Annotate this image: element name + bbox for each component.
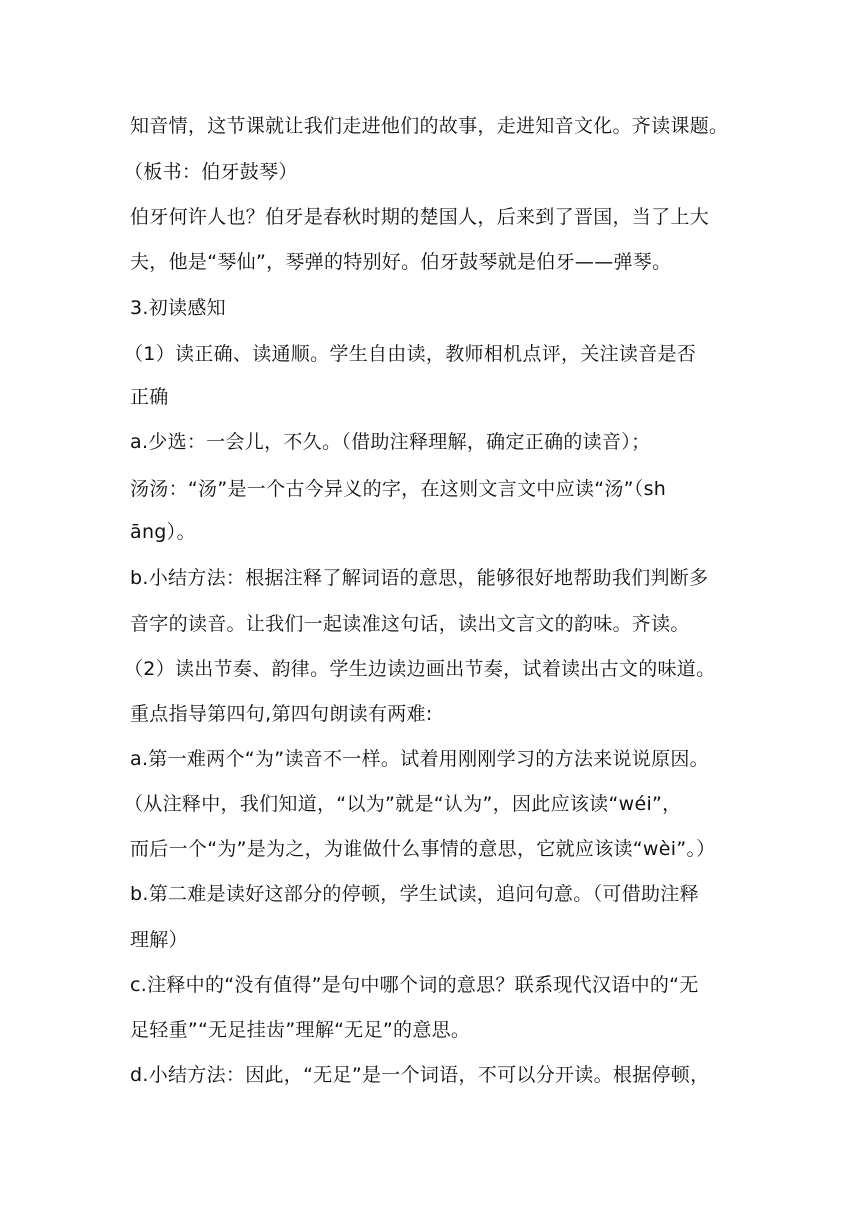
text-line: 夫，他是“琴仙”，琴弹的特别好。伯牙鼓琴就是伯牙——弹琴。	[130, 251, 672, 273]
text-line: a.第一难两个“为”读音不一样。试着用刚刚学习的方法来说说原因。	[130, 748, 709, 770]
section-heading: 3.初读感知	[130, 297, 226, 319]
text-line: āng）。	[130, 521, 196, 543]
text-line: b.第二难是读好这部分的停顿，学生试读，追问句意。（可借助注释	[130, 883, 699, 905]
text-line: d.小结方法：因此，“无足”是一个词语，不可以分开读。根据停顿，	[130, 1064, 710, 1086]
text-line: 而后一个“为”是为之，为谁做什么事情的意思，它就应该读“wèi”。）	[130, 838, 716, 860]
text-line: 音字的读音。让我们一起读准这句话，读出文言文的韵味。齐读。	[130, 613, 690, 635]
text-line: （1）读正确、读通顺。学生自由读，教师相机点评，关注读音是否	[124, 343, 697, 365]
text-line: （从注释中，我们知道，“以为”就是“认为”，因此应该读“wéi”，	[124, 793, 682, 815]
text-line: 理解）	[130, 929, 188, 951]
text-line: （2）读出节奏、韵律。学生边读边画出节奏，试着读出古文的味道。	[124, 658, 716, 680]
text-line: 足轻重”“无足挂齿”理解“无足”的意思。	[130, 1019, 471, 1041]
text-line: a.少选：一会儿，不久。（借助注释理解，确定正确的读音）；	[130, 431, 651, 453]
text-line: 伯牙何许人也？伯牙是春秋时期的楚国人，后来到了晋国，当了上大	[130, 206, 710, 228]
text-line: 正确	[130, 386, 169, 408]
text-line: 汤汤：“汤”是一个古今异义的字，在这则文言文中应读“汤”（sh	[130, 478, 667, 500]
text-line: 知音情，这节课就让我们走进他们的故事，走进知音文化。齐读课题。	[130, 115, 729, 137]
text-line: c.注释中的“没有值得”是句中哪个词的意思？联系现代汉语中的“无	[130, 974, 699, 996]
text-line: b.小结方法：根据注释了解词语的意思，能够很好地帮助我们判断多	[130, 567, 709, 589]
text-line: （板书：伯牙鼓琴）	[124, 161, 298, 183]
text-line: 重点指导第四句,第四句朗读有两难:	[130, 703, 433, 725]
